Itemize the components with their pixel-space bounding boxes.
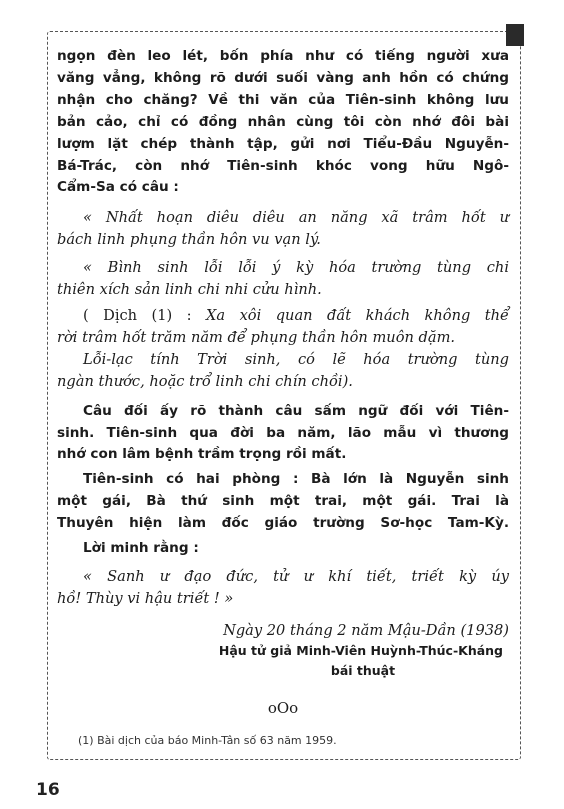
footnote: (1) Bài dịch của báo Minh-Tân số 63 năm 1959. bbox=[78, 734, 337, 747]
text-line: Tiên-sinh có hai phòng : Bà lớn là Nguyễn sinh bbox=[83, 471, 509, 488]
page-body bbox=[57, 46, 509, 719]
text-line: ngọn đèn leo lét, bốn phía như có tiếng người xưa bbox=[57, 48, 509, 64]
text-line: bản cảo, chỉ có đồng nhân cùng tôi còn nhớ đôi bài bbox=[57, 113, 509, 130]
translation-prefix: ( Dịch (1) : bbox=[83, 306, 207, 324]
verse-1 bbox=[57, 207, 509, 251]
translation-line: rời trâm hốt trăm năm để phụng thần hôn muôn dặm. bbox=[57, 328, 456, 346]
signature-action: bái thuật bbox=[330, 662, 396, 678]
translation-line: Lỗi-lạc tính Trời sinh, có lẽ hóa trường tùng bbox=[83, 350, 509, 368]
text-line: Bá-Trác, còn nhớ Tiên-sinh khóc vong hữu Ngô- bbox=[57, 157, 509, 174]
verse-line: « Nhất hoạn diêu diêu an năng xã trâm hốt ư bbox=[83, 209, 509, 227]
translation-line bbox=[57, 305, 509, 327]
ornament-divider: oOo bbox=[267, 698, 299, 717]
inscription bbox=[57, 566, 509, 610]
signature-author: Hậu tử giả Minh-Viên Huỳnh-Thúc-Kháng bbox=[218, 642, 503, 658]
inscription-label: Lời minh rằng : bbox=[83, 540, 199, 557]
translation-line: ngàn thước, hoặc trổ linh chi chín chồi). bbox=[57, 372, 353, 390]
verse-line: « Bình sinh lỗi lỗi ý kỳ hóa trường tùng chi bbox=[83, 259, 509, 277]
inscription-line: « Sanh ư đạo đức, tử ư khí tiết, triết kỳ úy bbox=[83, 567, 509, 585]
text-line: nhận cho chăng? Về thi văn của Tiên-sinh không lưu bbox=[57, 91, 509, 108]
paragraph-3 bbox=[57, 469, 509, 535]
text-line: lượm lặt chép thành tập, gửi nơi Tiểu-Đầu Nguyễn- bbox=[57, 135, 509, 152]
translation-text: Xa xôi quan đất khách không thể bbox=[206, 306, 510, 324]
paragraph-2 bbox=[57, 401, 509, 467]
text-line: một gái, Bà thứ sinh một trai, một gái. Trai là bbox=[57, 493, 509, 510]
text-line: Cẩm-Sa có câu : bbox=[57, 179, 179, 196]
text-line: Thuyên hiện làm đốc giáo trường Sơ-học Tam-Kỳ. bbox=[57, 515, 509, 532]
text-line: Câu đối ấy rõ thành câu sấm ngữ đối với Tiên- bbox=[83, 402, 509, 419]
verse-2 bbox=[57, 257, 509, 301]
paragraph-1 bbox=[57, 46, 509, 199]
translation bbox=[57, 305, 509, 393]
signature-date: Ngày 20 tháng 2 năm Mậu-Dần (1938) bbox=[223, 621, 509, 639]
verse-line: thiên xích sản linh chi nhi cửu hình. bbox=[57, 281, 322, 299]
text-line: văng vẳng, không rõ dưới suối vàng anh hồn có chứng bbox=[57, 69, 509, 86]
text-line: nhớ con lâm bệnh trầm trọng rồi mất. bbox=[57, 446, 347, 463]
verse-line: bách linh phụng thần hôn vu vạn lý. bbox=[57, 231, 321, 249]
text-line: sinh. Tiên-sinh qua đời ba năm, lão mẫu vì thương bbox=[57, 424, 509, 441]
scan-corner-mark bbox=[506, 24, 524, 46]
page-number: 16 bbox=[36, 780, 60, 800]
inscription-line: hồ! Thùy vi hậu triết ! » bbox=[57, 589, 234, 607]
